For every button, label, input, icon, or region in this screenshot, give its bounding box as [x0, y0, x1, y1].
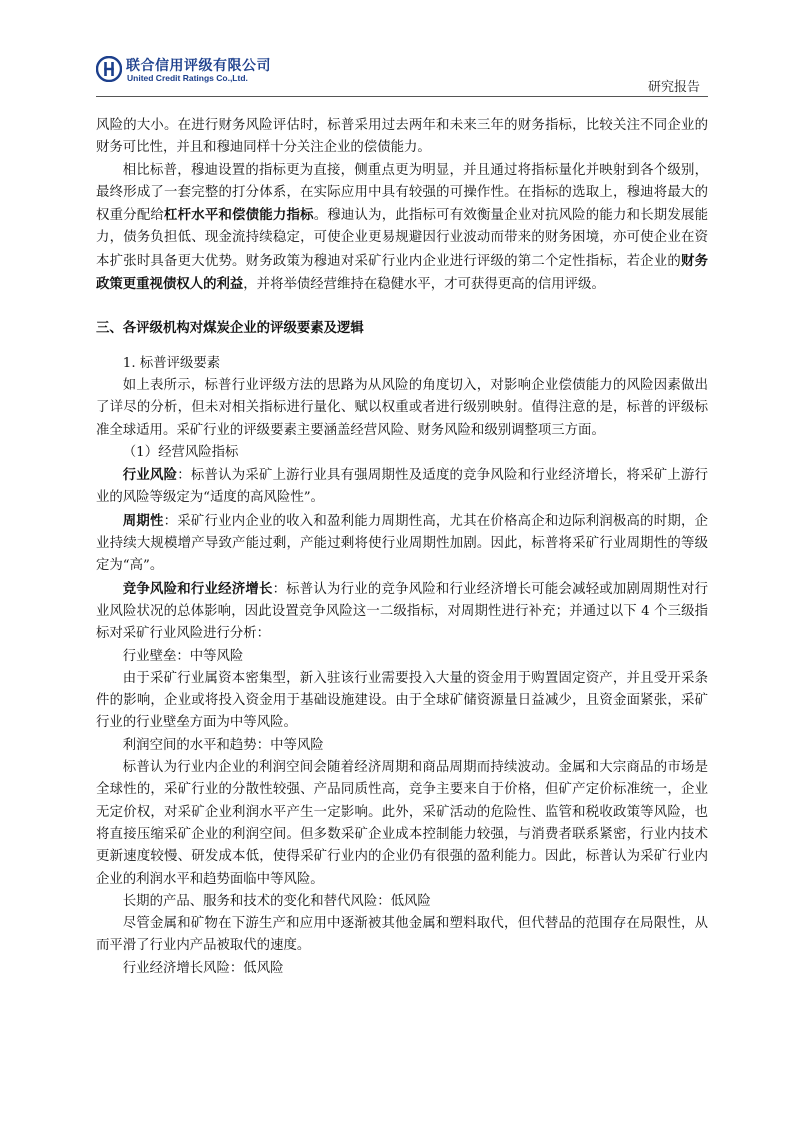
paragraph-text: ：采矿行业内企业的收入和盈利能力周期性高，尤其在价格高企和边际利润极高的时期，企业持续大规模增产导致产能过剩，产能过剩将使行业周期性加剧。因此，标普将采矿行业周期性的等级定为“高”。 [96, 513, 708, 574]
spacer [96, 341, 708, 353]
subsection-heading: （1）经营风险指标 [122, 444, 239, 460]
company-name-cn: 联合信用评级有限公司 [126, 58, 271, 74]
paragraph-financial-risk [96, 115, 708, 160]
paragraph-text: ，并将举债经营维持在稳健水平，才可获得更高的信用评级。 [243, 277, 605, 293]
paragraph-text: 风险的大小。在进行财务风险评估时，标普采用过去两年和未来三年的财务指标，比较关注不同企业的财务可比性，并且和穆迪同样十分关注企业的偿债能力。 [96, 118, 708, 156]
term-label: 竞争风险和行业经济增长 [122, 580, 273, 597]
subsection-heading: 1. 标普评级要素 [122, 355, 221, 371]
paragraph-text: 标普认为行业内企业的利润空间会随着经济周期和商品周期而持续波动。金属和大宗商品的市场是全球性的，采矿行业的分散性较强、产品同质性高，竞争主要来自于价格，但矿产定价标准统一，企业无定价权，对采矿企业利润水平产生一定影响。此外，采矿活动的危险性、监管和税收政策等风险，也将直接压缩采矿企业的利润空间。但多数采矿企业成本控制能力较强，与消费者联系紧密，行业内技术更新速度较慢、研发成本低，使得采矿行业内的企业仍有很强的盈利能力。因此，标普认为采矿行业内企业的利润水平和趋势面临中等风险。 [96, 760, 708, 887]
page-header [96, 52, 704, 94]
item-heading: 长期的产品、服务和技术的变化和替代风险：低风险 [122, 893, 431, 909]
item-heading: 行业壁垒：中等风险 [122, 648, 244, 664]
paragraph-text: ：标普认为行业的竞争风险和行业经济增长可能会减轻或加剧周期性对行业风险状况的总体影响，因此设置竞争风险这一二级指标，对周期性进行补充；并通过以下 4 个三级指标对采矿行业风险进行分析： [96, 581, 709, 642]
company-name-en: United Credit Ratings Co.,Ltd. [127, 73, 248, 83]
spacer [96, 296, 708, 318]
paragraph-text: 。穆迪认为，此指标可有效衡量企业对抗风险的能力和长期发展能力，债务负担低、现金流持续稳定，可使企业更易规避因行业波动而带来的财务困境，亦可使企业在资本扩张时具备更大优势。财务政策为穆迪对采矿行业内企业进行评级的第二个定性指标，若企业的 [96, 208, 709, 269]
report-type-label: 研究报告 [647, 80, 700, 95]
paragraph-text: 由于采矿行业属资本密集型，新入驻该行业需要投入大量的资金用于购置固定资产，并且受开采条件的影响，企业或将投入资金用于基础设施建设。由于全球矿储资源量日益减少，且资金面紧张，采矿行业的行业壁垒方面为中等风险。 [96, 670, 708, 731]
paragraph-competition [96, 578, 708, 646]
paragraph-moodys-comparison [96, 160, 708, 297]
term-label: 行业风险 [122, 467, 178, 484]
term-label: 周期性 [122, 512, 164, 529]
document-body [96, 115, 708, 980]
emphasis-text: 财务政策更重视债权人的利益 [96, 252, 709, 293]
item-heading: 行业经济增长风险：低风险 [122, 960, 284, 976]
paragraph-barriers [96, 668, 708, 735]
paragraph-industry-risk [96, 464, 708, 510]
paragraph-text: 相比标普，穆迪设置的指标更为直接，侧重点更为明显，并且通过将指标量化并映射到各个级别，最终形成了一套完整的打分体系，在实际应用中具有较强的可操作性。在指标的选取上，穆迪将最大的权重分配给 [96, 162, 708, 224]
paragraph-profit-margin [96, 757, 708, 891]
item-heading: 利润空间的水平和趋势：中等风险 [122, 737, 324, 753]
paragraph-substitution [96, 913, 708, 958]
section-heading: 三、各评级机构对煤炭企业的评级要素及逻辑 [96, 321, 364, 337]
header-divider [96, 96, 708, 97]
paragraph-cyclicality [96, 510, 708, 578]
paragraph-text: 尽管金属和矿物在下游生产和应用中逐渐被其他金属和塑料取代，但代替品的范围存在局限性，从而平滑了行业内产品被取代的速度。 [96, 916, 708, 954]
emphasis-text: 杠杆水平和偿债能力指标 [164, 207, 314, 224]
paragraph-text: ：标普认为采矿上游行业具有强周期性及适度的竞争风险和行业经济增长，将采矿上游行业的风险等级定为“适度的高风险性”。 [96, 468, 709, 506]
paragraph-sp-approach [96, 375, 708, 442]
paragraph-text: 如上表所示，标普行业评级方法的思路为从风险的角度切入，对影响企业偿债能力的风险因素做出了详尽的分析，但未对相关指标进行量化、赋以权重或者进行级别映射。值得注意的是，标普的评级标准全球适用。采矿行业的评级要素主要涵盖经营风险、财务风险和级别调整项三方面。 [96, 377, 708, 438]
company-logo-icon [96, 56, 122, 82]
